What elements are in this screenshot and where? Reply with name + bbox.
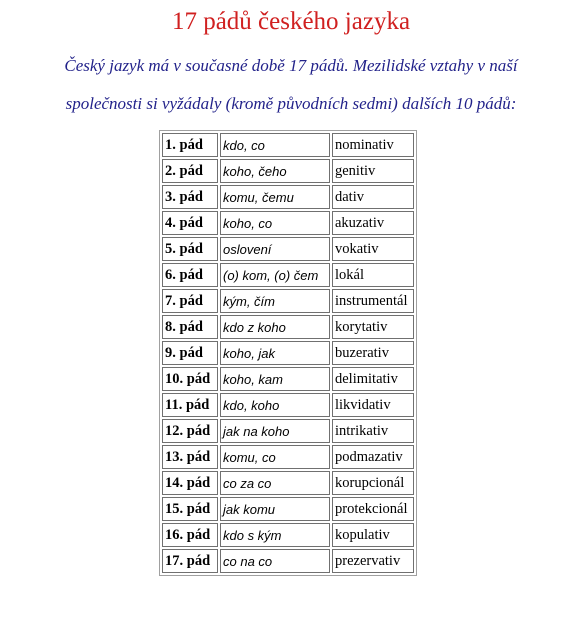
table-row [162, 367, 414, 391]
case-name-cell: kopulativ [332, 523, 414, 547]
case-number-cell: 16. pád [162, 523, 218, 547]
case-name-cell: delimitativ [332, 367, 414, 391]
case-number-cell: 5. pád [162, 237, 218, 261]
case-name-cell: buzerativ [332, 341, 414, 365]
case-name-cell: lokál [332, 263, 414, 287]
case-number-cell: 10. pád [162, 367, 218, 391]
case-number-cell: 13. pád [162, 445, 218, 469]
case-number-cell: 1. pád [162, 133, 218, 157]
case-question-cell: kým, čím [220, 289, 330, 313]
case-question-cell: co na co [220, 549, 330, 573]
case-name-cell: likvidativ [332, 393, 414, 417]
case-question-cell: co za co [220, 471, 330, 495]
case-question-cell: oslovení [220, 237, 330, 261]
case-name-cell: podmazativ [332, 445, 414, 469]
table-row [162, 289, 414, 313]
table-row [162, 211, 414, 235]
table-row [162, 315, 414, 339]
case-question-cell: komu, čemu [220, 185, 330, 209]
table-row [162, 133, 414, 157]
case-number-cell: 6. pád [162, 263, 218, 287]
table-row [162, 549, 414, 573]
cases-table-body [162, 133, 414, 573]
case-name-cell: akuzativ [332, 211, 414, 235]
intro-line-2: společnosti si vyžádaly (kromě původních sedmi) dalších 10 pádů: [65, 94, 517, 113]
case-question-cell: koho, čeho [220, 159, 330, 183]
table-row [162, 393, 414, 417]
intro-line-1: Český jazyk má v současné době 17 pádů. Mezilidské vztahy v naší [64, 56, 518, 75]
case-number-cell: 11. pád [162, 393, 218, 417]
case-number-cell: 14. pád [162, 471, 218, 495]
table-row [162, 471, 414, 495]
case-number-cell: 17. pád [162, 549, 218, 573]
case-name-cell: prezervativ [332, 549, 414, 573]
case-name-cell: protekcionál [332, 497, 414, 521]
table-row [162, 263, 414, 287]
page-title: 17 pádů českého jazyka [171, 8, 411, 35]
case-number-cell: 2. pád [162, 159, 218, 183]
table-row [162, 185, 414, 209]
case-number-cell: 15. pád [162, 497, 218, 521]
case-question-cell: (o) kom, (o) čem [220, 263, 330, 287]
case-question-cell: kdo, koho [220, 393, 330, 417]
case-name-cell: nominativ [332, 133, 414, 157]
case-question-cell: jak komu [220, 497, 330, 521]
case-question-cell: kdo, co [220, 133, 330, 157]
case-number-cell: 3. pád [162, 185, 218, 209]
case-name-cell: intrikativ [332, 419, 414, 443]
case-number-cell: 4. pád [162, 211, 218, 235]
case-number-cell: 7. pád [162, 289, 218, 313]
table-row [162, 159, 414, 183]
case-number-cell: 8. pád [162, 315, 218, 339]
table-row [162, 341, 414, 365]
case-question-cell: koho, jak [220, 341, 330, 365]
case-question-cell: kdo s kým [220, 523, 330, 547]
case-name-cell: vokativ [332, 237, 414, 261]
case-number-cell: 12. pád [162, 419, 218, 443]
table-row [162, 523, 414, 547]
table-row [162, 497, 414, 521]
case-number-cell: 9. pád [162, 341, 218, 365]
case-question-cell: kdo z koho [220, 315, 330, 339]
case-question-cell: komu, co [220, 445, 330, 469]
case-name-cell: instrumentál [332, 289, 414, 313]
case-question-cell: koho, kam [220, 367, 330, 391]
cases-table [159, 130, 417, 576]
table-row [162, 419, 414, 443]
table-row [162, 445, 414, 469]
case-name-cell: korupcionál [332, 471, 414, 495]
case-question-cell: koho, co [220, 211, 330, 235]
case-name-cell: korytativ [332, 315, 414, 339]
case-question-cell: jak na koho [220, 419, 330, 443]
case-name-cell: dativ [332, 185, 414, 209]
case-name-cell: genitiv [332, 159, 414, 183]
table-row [162, 237, 414, 261]
